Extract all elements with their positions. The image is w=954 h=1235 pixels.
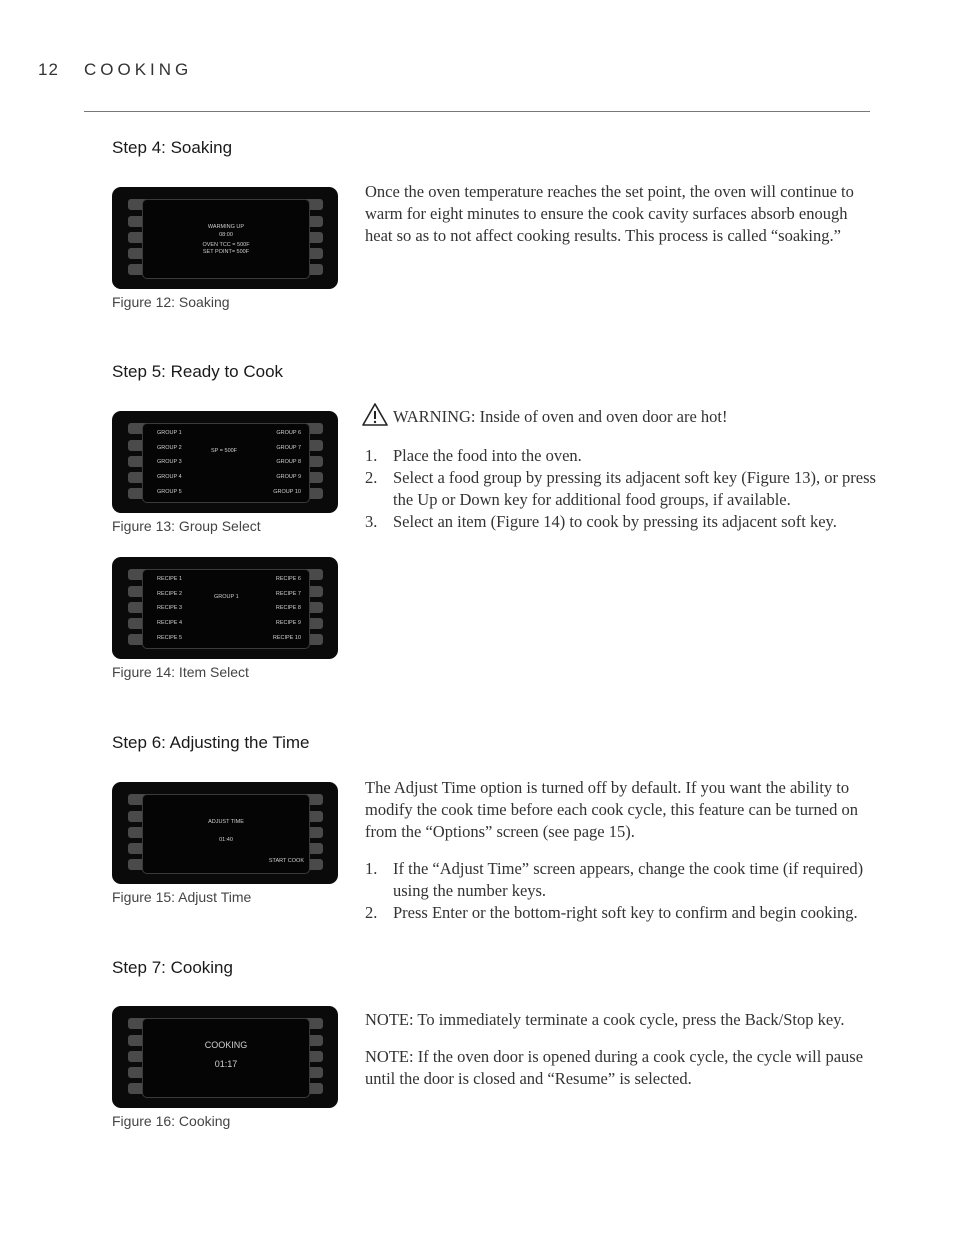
- set-point-readout: SP = 500F: [211, 448, 238, 454]
- recipe-3-label: RECIPE 3: [157, 605, 183, 611]
- list-item-text: Select a food group by pressing its adjacent soft key (Figure 13), or press the Up or Down key for additional food groups, if available.: [393, 468, 876, 509]
- recipe-10-label: RECIPE 10: [272, 635, 301, 641]
- group-1-label: GROUP 1: [157, 430, 182, 436]
- figure13-screen: [142, 423, 310, 503]
- screen-oven-tcc: OVEN TCC = 500F: [202, 242, 250, 248]
- figure13-device-panel: [112, 411, 338, 513]
- figure12-device-panel: [112, 187, 338, 289]
- group-6-label: GROUP 6: [276, 430, 301, 436]
- list-item-text: If the “Adjust Time” screen appears, change the cook time (if required) using the number keys.: [393, 859, 864, 900]
- figure15-screen: [142, 794, 310, 874]
- list-item: [365, 902, 893, 924]
- group-3-label: GROUP 3: [157, 459, 182, 465]
- figure13-caption: Figure 13: Group Select: [112, 518, 261, 534]
- recipe-6-label: RECIPE 6: [275, 576, 301, 582]
- cooking-title: COOKING: [204, 1040, 248, 1050]
- list-item-number: 2.: [365, 468, 378, 487]
- step5-instructions: [365, 445, 893, 533]
- page-number: 12: [38, 60, 59, 79]
- list-item: [365, 467, 893, 511]
- warning-text: WARNING: Inside of oven and oven door are hot!: [393, 407, 728, 426]
- figure12-caption: Figure 12: Soaking: [112, 294, 230, 310]
- screen-timer: 08:00: [219, 232, 233, 238]
- recipe-9-label: RECIPE 9: [275, 620, 301, 626]
- step7-heading: Step 7: Cooking: [112, 958, 233, 977]
- screen-set-point: SET POINT= 500F: [202, 249, 250, 255]
- figure12-screen: [142, 199, 310, 279]
- selected-group-readout: GROUP 1: [214, 594, 239, 600]
- list-item: [365, 445, 893, 467]
- figure14-screen: [142, 569, 310, 649]
- figure15-device-panel: [112, 782, 338, 884]
- section-title: COOKING: [84, 60, 193, 79]
- header-rule: [84, 111, 870, 112]
- step7-note-1: NOTE: To immediately terminate a cook cycle, press the Back/Stop key.: [365, 1010, 845, 1029]
- list-item-text: Select an item (Figure 14) to cook by pressing its adjacent soft key.: [393, 512, 837, 531]
- recipe-5-label: RECIPE 5: [157, 635, 183, 641]
- list-item-text: Press Enter or the bottom-right soft key to confirm and begin cooking.: [393, 903, 858, 922]
- step6-heading: Step 6: Adjusting the Time: [112, 733, 310, 752]
- recipe-1-label: RECIPE 1: [157, 576, 183, 582]
- adjust-time-title: ADJUST TIME: [208, 819, 244, 825]
- adjust-time-readout: 01:40: [219, 837, 233, 843]
- step5-heading: Step 5: Ready to Cook: [112, 362, 284, 381]
- step6-paragraph: The Adjust Time option is turned off by default. If you want the ability to modify the cook time before each cook cycle, this feature can be turned on from the “Options” screen (see page 15).: [365, 778, 858, 841]
- figure16-device-panel: [112, 1006, 338, 1108]
- list-item-number: 2.: [365, 903, 378, 922]
- step4-text: [365, 181, 877, 247]
- step6-list: [365, 858, 893, 924]
- step6-instructions: [365, 858, 893, 924]
- group-4-label: GROUP 4: [157, 474, 182, 480]
- step7-note-2: NOTE: If the oven door is opened during a cook cycle, the cycle will pause until the door is closed and “Resume” is selected.: [365, 1047, 864, 1088]
- figure14-caption: Figure 14: Item Select: [112, 664, 249, 680]
- group-10-label: GROUP 10: [273, 489, 301, 495]
- recipe-8-label: RECIPE 8: [275, 605, 301, 611]
- figure16-screen: [142, 1018, 310, 1098]
- figure14-device-panel: [112, 557, 338, 659]
- list-item-number: 1.: [365, 446, 378, 465]
- recipe-2-label: RECIPE 2: [157, 591, 183, 597]
- step4-heading: Step 4: Soaking: [112, 138, 233, 157]
- list-item: [365, 511, 893, 533]
- start-cook-label: START COOK: [268, 858, 304, 864]
- group-5-label: GROUP 5: [157, 489, 182, 495]
- list-item-number: 1.: [365, 859, 378, 878]
- step5-list: [365, 445, 893, 533]
- group-9-label: GROUP 9: [276, 474, 301, 480]
- screen-warming-up: WARMING UP: [207, 224, 245, 230]
- recipe-4-label: RECIPE 4: [157, 620, 183, 626]
- group-2-label: GROUP 2: [157, 445, 182, 451]
- group-8-label: GROUP 8: [276, 459, 301, 465]
- figure15-caption: Figure 15: Adjust Time: [112, 889, 252, 905]
- group-7-label: GROUP 7: [276, 445, 301, 451]
- figure16-caption: Figure 16: Cooking: [112, 1113, 231, 1129]
- list-item-text: Place the food into the oven.: [393, 446, 582, 465]
- recipe-7-label: RECIPE 7: [275, 591, 301, 597]
- step4-paragraph: Once the oven temperature reaches the set point, the oven will continue to warm for eight minutes to ensure the cook cavity surfaces absorb enough heat so as to not affect cooking results. This process is called “soaking.”: [365, 182, 854, 245]
- step6-text: [365, 777, 877, 843]
- cooking-timer: 01:17: [214, 1059, 238, 1069]
- warning-triangle-icon: [361, 402, 389, 427]
- list-item-number: 3.: [365, 512, 378, 531]
- list-item: [365, 858, 893, 902]
